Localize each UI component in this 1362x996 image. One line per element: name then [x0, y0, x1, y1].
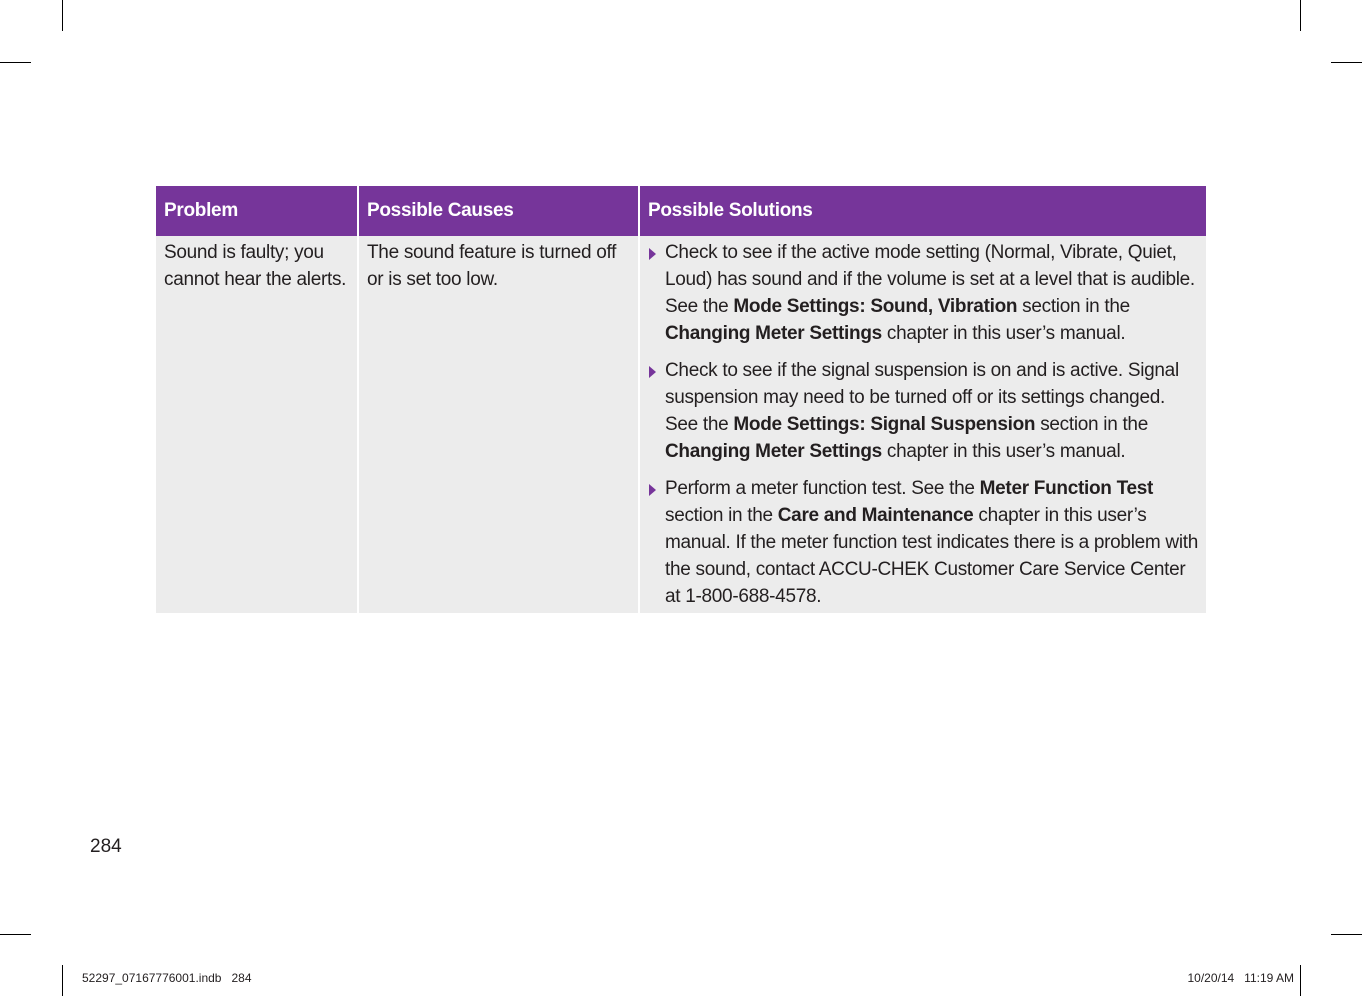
crop-mark: [62, 0, 63, 31]
crop-mark: [1331, 934, 1362, 935]
header-problem: Problem: [156, 186, 358, 236]
slug-file: 52297_07167776001.indb 284: [82, 971, 252, 985]
cause-text: The sound feature is turned off or is set too low.: [367, 242, 617, 290]
problem-cell: [156, 236, 358, 613]
crop-mark: [0, 62, 31, 63]
list-item: Perform a meter function test. See the Meter Function Test section in the Care and Maintenance chapter in this user’s manual. If the meter function test indicates there is a problem with the sound, contact ACCU-CHEK Customer Care Service Center at 1-800-688-4578.: [648, 475, 1198, 610]
list-item: Check to see if the signal suspension is on and is active. Signal suspension may need to be turned off or its settings changed. See the Mode Settings: Signal Suspension section in the Changing Meter Settings chapter in this user’s manual.: [648, 357, 1198, 465]
solutions-list: [648, 239, 1198, 610]
crop-mark: [1300, 965, 1301, 996]
crop-mark: [1331, 62, 1362, 63]
table-header-row: [156, 186, 1206, 236]
crop-mark: [0, 934, 31, 935]
triangle-bullet-icon: [649, 366, 656, 378]
triangle-bullet-icon: [649, 484, 656, 496]
cause-cell: [358, 236, 639, 613]
header-possible-causes: Possible Causes: [358, 186, 639, 236]
troubleshooting-table: [156, 186, 1206, 613]
problem-text: Sound is faulty; you cannot hear the alerts.: [164, 242, 347, 290]
crop-mark: [62, 965, 63, 996]
crop-mark: [1300, 0, 1301, 31]
header-possible-solutions: Possible Solutions: [639, 186, 1206, 236]
slug-datetime: 10/20/14 11:19 AM: [1187, 971, 1294, 985]
page-number: 284: [90, 836, 122, 857]
table-row: [156, 236, 1206, 613]
solutions-cell: [639, 236, 1206, 613]
triangle-bullet-icon: [649, 248, 656, 260]
list-item: Check to see if the active mode setting (Normal, Vibrate, Quiet, Loud) has sound and if the volume is set at a level that is audible. See the Mode Settings: Sound, Vibration section in the Changing Meter Settings chapter in this user’s manual.: [648, 239, 1198, 347]
